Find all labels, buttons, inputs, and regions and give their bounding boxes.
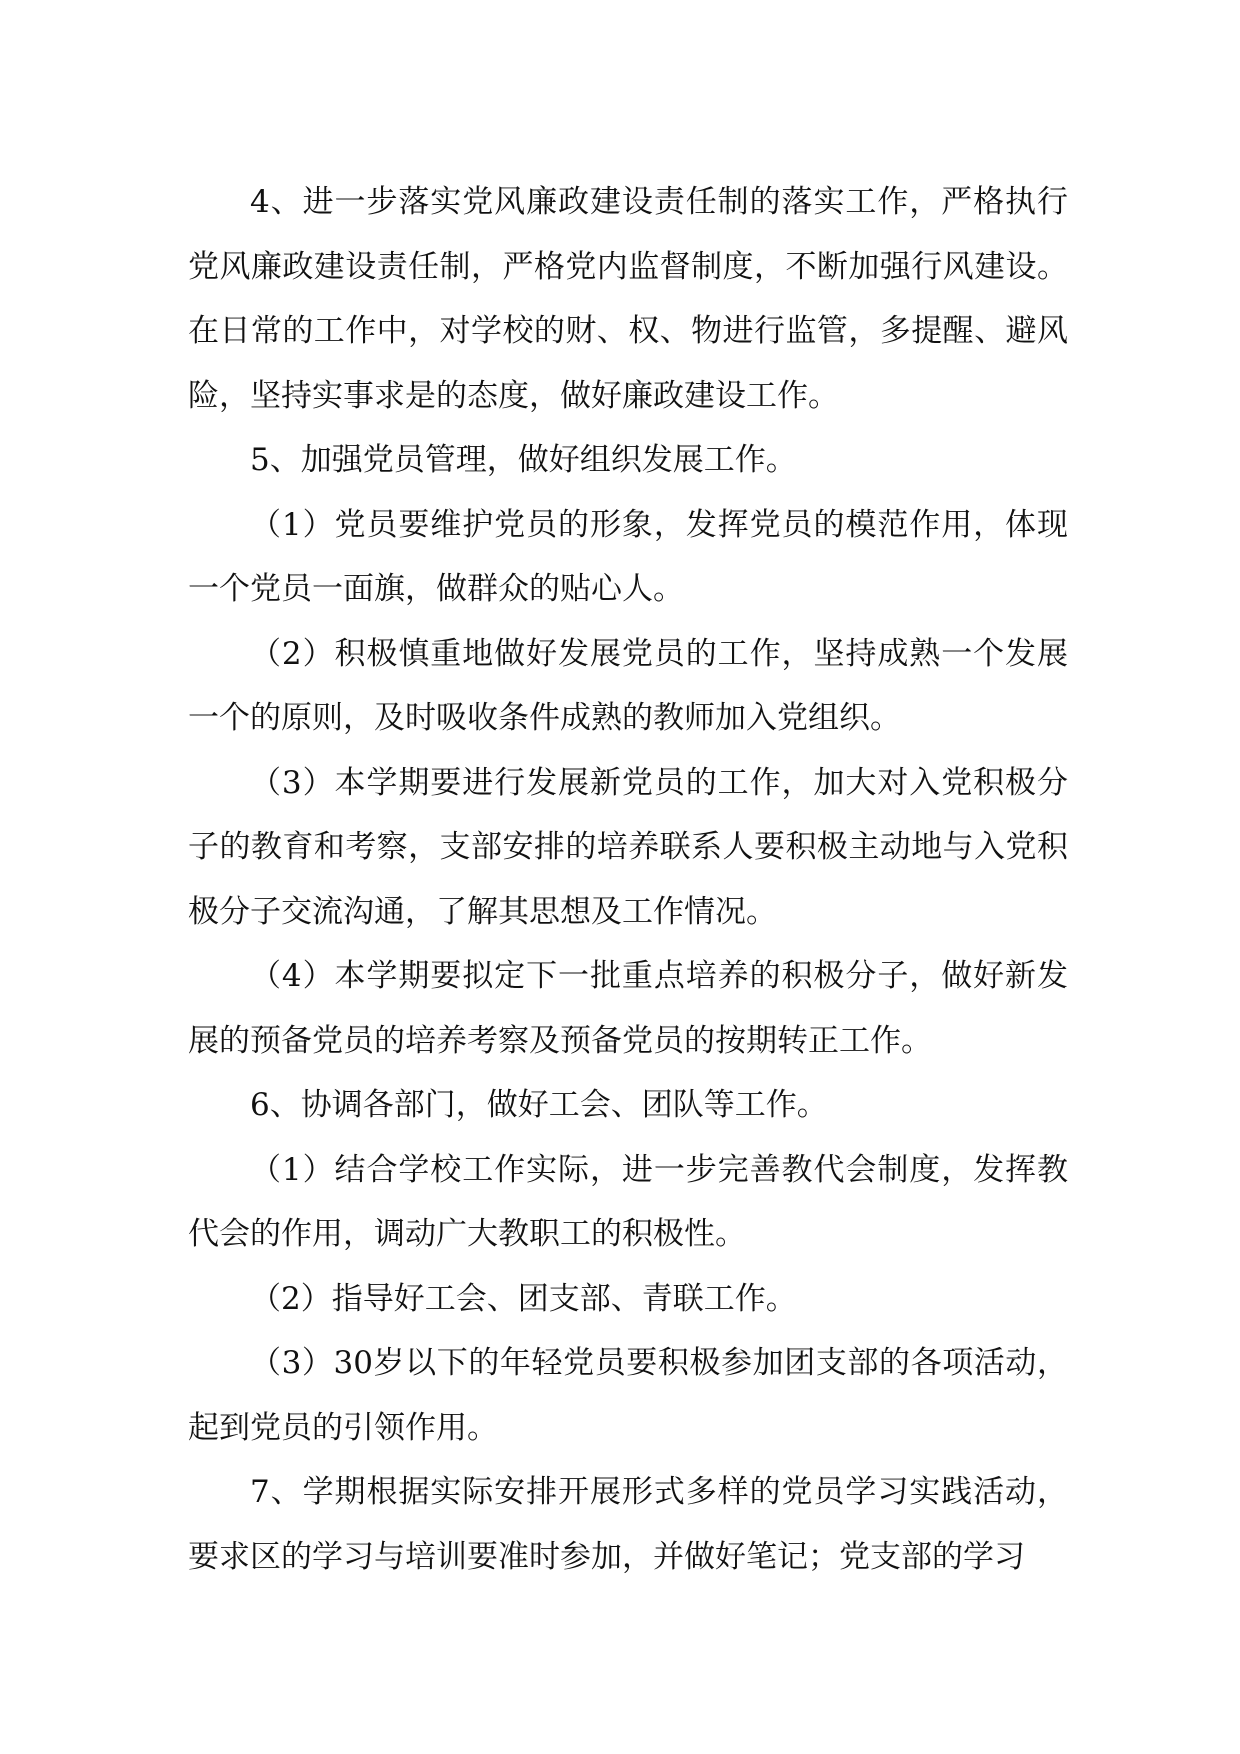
paragraph-item-7: 7、学期根据实际安排开展形式多样的党员学习实践活动，要求区的学习与培训要准时参加，并做好笔记；党支部的学习 (188, 1474, 1068, 1575)
paragraph-item-6-2: （2）指导好工会、团支部、青联工作。 (250, 1280, 797, 1317)
paragraph-item-6-3: （3）30岁以下的年轻党员要积极参加团支部的各项活动，起到党员的引领作用。 (188, 1345, 1068, 1446)
paragraph-item-4: 4、进一步落实党风廉政建设责任制的落实工作，严格执行党风廉政建设责任制，严格党内监督制度，不断加强行风建设。在日常的工作中，对学校的财、权、物进行监管，多提醒、避风险，坚持实事求是的态度，做好廉政建设工作。 (188, 184, 1068, 414)
paragraph-item-5-4: （4）本学期要拟定下一批重点培养的积极分子，做好新发展的预备党员的培养考察及预备党员的按期转正工作。 (188, 958, 1068, 1059)
paragraph-item-6: 6、协调各部门，做好工会、团队等工作。 (250, 1087, 828, 1123)
paragraph-item-5-2: （2）积极慎重地做好发展党员的工作，坚持成熟一个发展一个的原则，及时吸收条件成熟的教师加入党组织。 (188, 635, 1068, 736)
paragraph-item-6-1: （1）结合学校工作实际，进一步完善教代会制度，发挥教代会的作用，调动广大教职工的积极性。 (188, 1151, 1068, 1252)
paragraph-item-5-1: （1）党员要维护党员的形象，发挥党员的模范作用，体现一个党员一面旗，做群众的贴心人。 (188, 506, 1068, 607)
paragraph-item-5: 5、加强党员管理，做好组织发展工作。 (250, 442, 797, 478)
document-body (188, 170, 1068, 1589)
paragraph-item-5-3: （3）本学期要进行发展新党员的工作，加大对入党积极分子的教育和考察，支部安排的培养联系人要积极主动地与入党积极分子交流沟通，了解其思想及工作情况。 (188, 764, 1068, 930)
